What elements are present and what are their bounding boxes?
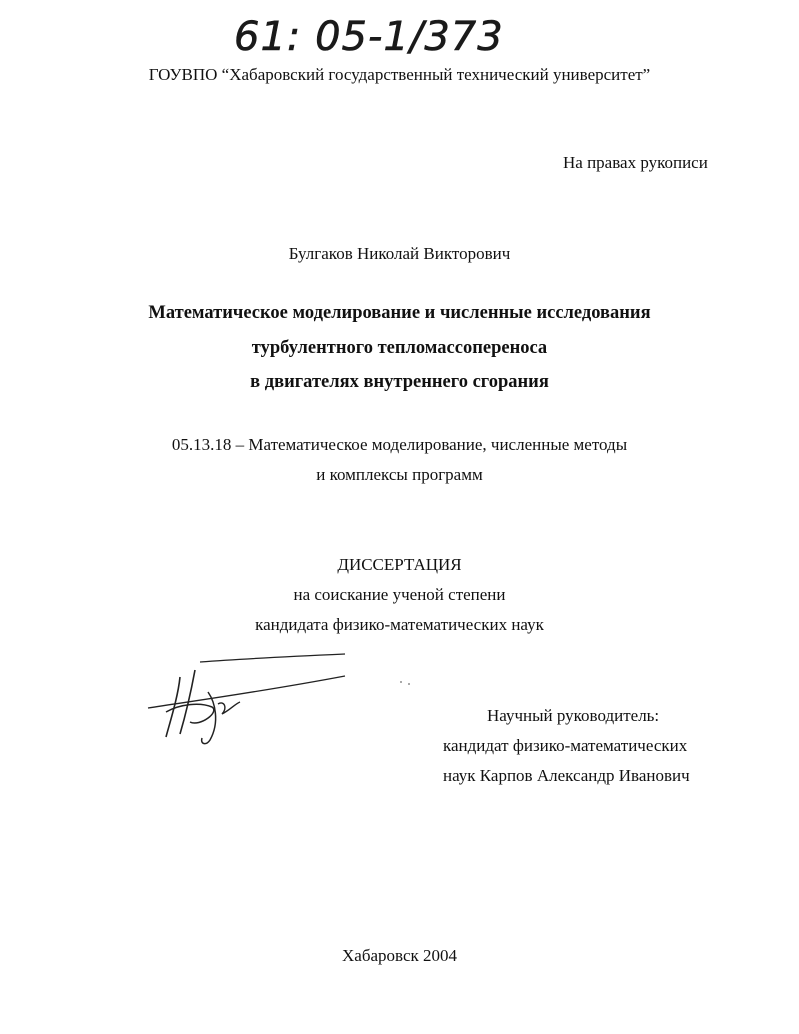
specialty-line-2: и комплексы программ [316, 465, 483, 484]
archive-stamp-text: 61: 05-1/373 [234, 14, 504, 60]
manuscript-rights: На правах рукописи [563, 153, 708, 172]
supervisor-degree: кандидат физико-математических [443, 736, 688, 755]
institution-name: ГОУВПО “Хабаровский государственный технический университет” [148, 65, 651, 84]
title-line-3: в двигателях внутреннего сгорания [250, 372, 549, 392]
title-line-2: турбулентного тепломассопереноса [251, 338, 548, 358]
supervisor-label: Научный руководитель: [487, 706, 660, 725]
supervisor-name: наук Карпов Александр Иванович [443, 766, 690, 785]
city-year: Хабаровск 2004 [342, 946, 457, 965]
degree-line-1: на соискание ученой степени [293, 585, 506, 604]
title-line-1: Математическое моделирование и численные исследования [148, 303, 651, 323]
archive-stamp [230, 6, 504, 66]
specialty-line-1: 05.13.18 – Математическое моделирование, численные методы [171, 435, 628, 454]
signature [140, 652, 370, 752]
degree-line-2: кандидата физико-математических наук [255, 615, 544, 634]
author-name: Булгаков Николай Викторович [288, 244, 511, 263]
dissertation-label: ДИССЕРТАЦИЯ [337, 555, 462, 574]
